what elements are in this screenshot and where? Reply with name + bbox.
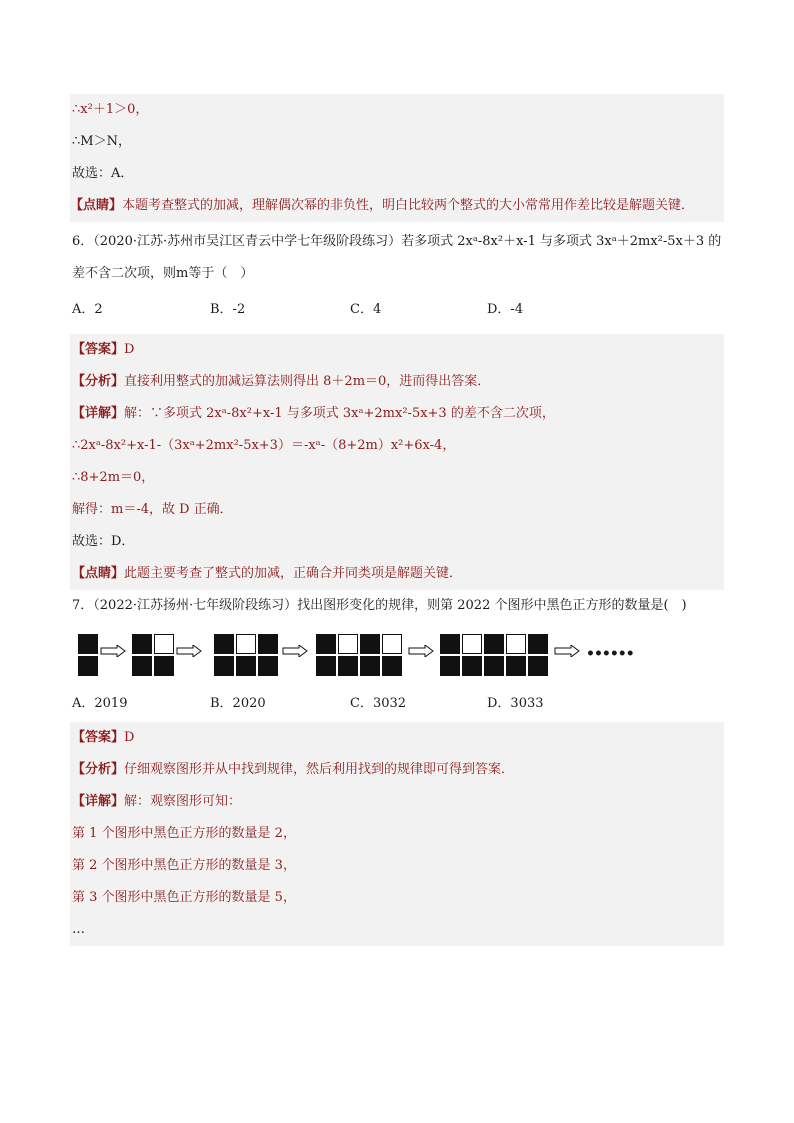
arrow-right-icon [176, 645, 202, 657]
black-square [484, 656, 504, 676]
black-square [382, 656, 402, 676]
black-square [214, 634, 234, 654]
q6-analysis: 直接利用整式的加减运算法则得出 8＋2m＝0，进而得出答案． [124, 374, 491, 389]
black-square [338, 656, 358, 676]
arrow-right-icon [282, 645, 308, 657]
q7-analysis: 仔细观察图形并从中找到规律，然后利用找到的规律即可得到答案． [124, 762, 515, 777]
dianjing-tag: 【点睛】 [70, 198, 123, 213]
answer-tag: 【答案】 [72, 730, 125, 745]
analysis-tag: 【分析】 [72, 762, 125, 777]
arrow-right-icon [408, 645, 434, 657]
black-square [258, 656, 278, 676]
black-square [440, 656, 460, 676]
white-square [462, 634, 482, 654]
prev-line-1: ∴x²＋1＞0， [72, 102, 149, 117]
q6-option-c: C．4 [350, 302, 382, 317]
answer-tag: 【答案】 [72, 342, 125, 357]
q7-option-a: A．2019 [72, 696, 128, 711]
prev-line-2: ∴M＞N， [72, 134, 131, 149]
prev-dianjing [70, 190, 724, 222]
q6-detail-line: 解：∵多项式 2xᵃ-8x²+x-1 与多项式 3xᵃ+2mx²-5x+3 的差不含二次项， [124, 406, 555, 421]
detail-tag: 【详解】 [72, 794, 125, 809]
dianjing-text: 本题考查整式的加减，理解偶次幂的非负性，明白比较两个整式的大小常常用作差比较是解题关键． [122, 198, 695, 213]
black-square [360, 656, 380, 676]
q7-detail-line: 第 2 个图形中黑色正方形的数量是 3， [72, 858, 296, 873]
white-square [338, 634, 358, 654]
question-7-solution [70, 722, 724, 946]
white-square [382, 634, 402, 654]
q6-option-d: D．-4 [487, 302, 524, 317]
white-square [154, 634, 174, 654]
q6-detail-line: ∴8+2m＝0， [72, 470, 155, 485]
analysis-tag: 【分析】 [72, 374, 125, 389]
question-6-options [70, 294, 724, 326]
q6-option-b: B．-2 [210, 302, 246, 317]
question-7-options [70, 688, 724, 720]
black-square [462, 656, 482, 676]
black-square [360, 634, 380, 654]
q6-detail-line: 解得：m＝-4，故 D 正确． [72, 502, 233, 517]
arrow-right-icon [554, 645, 580, 657]
black-square [258, 634, 278, 654]
q6-detail-line: ∴2xᵃ-8x²+x-1-（3xᵃ+2mx²-5x+3）＝-xᵃ-（8+2m）x²+6x-4， [72, 438, 456, 453]
prev-line-3: 故选：A． [72, 166, 134, 181]
black-square [316, 634, 336, 654]
black-square [214, 656, 234, 676]
black-square [78, 656, 98, 676]
q7-detail-line: 第 3 个图形中黑色正方形的数量是 5， [72, 890, 296, 905]
white-square [506, 634, 526, 654]
black-square [528, 634, 548, 654]
black-square [506, 656, 526, 676]
document-page [70, 94, 724, 946]
arrow-right-icon [100, 645, 126, 657]
q7-detail-line: … [72, 922, 85, 937]
black-square [236, 656, 256, 676]
question-7-stem: 7．（2022·江苏扬州·七年级阶段练习）找出图形变化的规律，则第 2022 个图形中黑色正方形的数量是( ) [72, 598, 687, 613]
detail-tag: 【详解】 [72, 406, 125, 421]
white-square [236, 634, 256, 654]
black-square [316, 656, 336, 676]
ellipsis-dots: •••••• [586, 646, 634, 662]
prev-solution-block [70, 94, 724, 222]
q7-answer: D [124, 730, 135, 745]
q7-detail-line: 第 1 个图形中黑色正方形的数量是 2， [72, 826, 296, 841]
black-square [484, 634, 504, 654]
q7-option-c: C．3032 [350, 696, 407, 711]
black-square [440, 634, 460, 654]
black-square [132, 656, 152, 676]
black-square [78, 634, 98, 654]
q6-option-a: A．2 [72, 302, 103, 317]
q7-option-b: B．2020 [210, 696, 266, 711]
q6-detail-line: 故选：D． [72, 534, 135, 549]
black-square [154, 656, 174, 676]
black-square [528, 656, 548, 676]
q7-option-d: D．3033 [487, 696, 544, 711]
dianjing-tag: 【点睛】 [72, 566, 125, 581]
q7-detail-line: 解：观察图形可知： [124, 794, 242, 809]
question-6-solution [70, 334, 724, 590]
black-square [132, 634, 152, 654]
pattern-figure [70, 628, 724, 684]
q6-dianjing: 此题主要考查了整式的加减，正确合并同类项是解题关键． [124, 566, 463, 581]
q6-answer: D [124, 342, 135, 357]
question-6-stem: 6．（2020·江苏·苏州市吴江区青云中学七年级阶段练习）若多项式 2xᵃ-8x²＋x-1 与多项式 3xᵃ＋2mx²-5x＋3 的差不含二次项，则m等于（ ） [72, 234, 722, 281]
